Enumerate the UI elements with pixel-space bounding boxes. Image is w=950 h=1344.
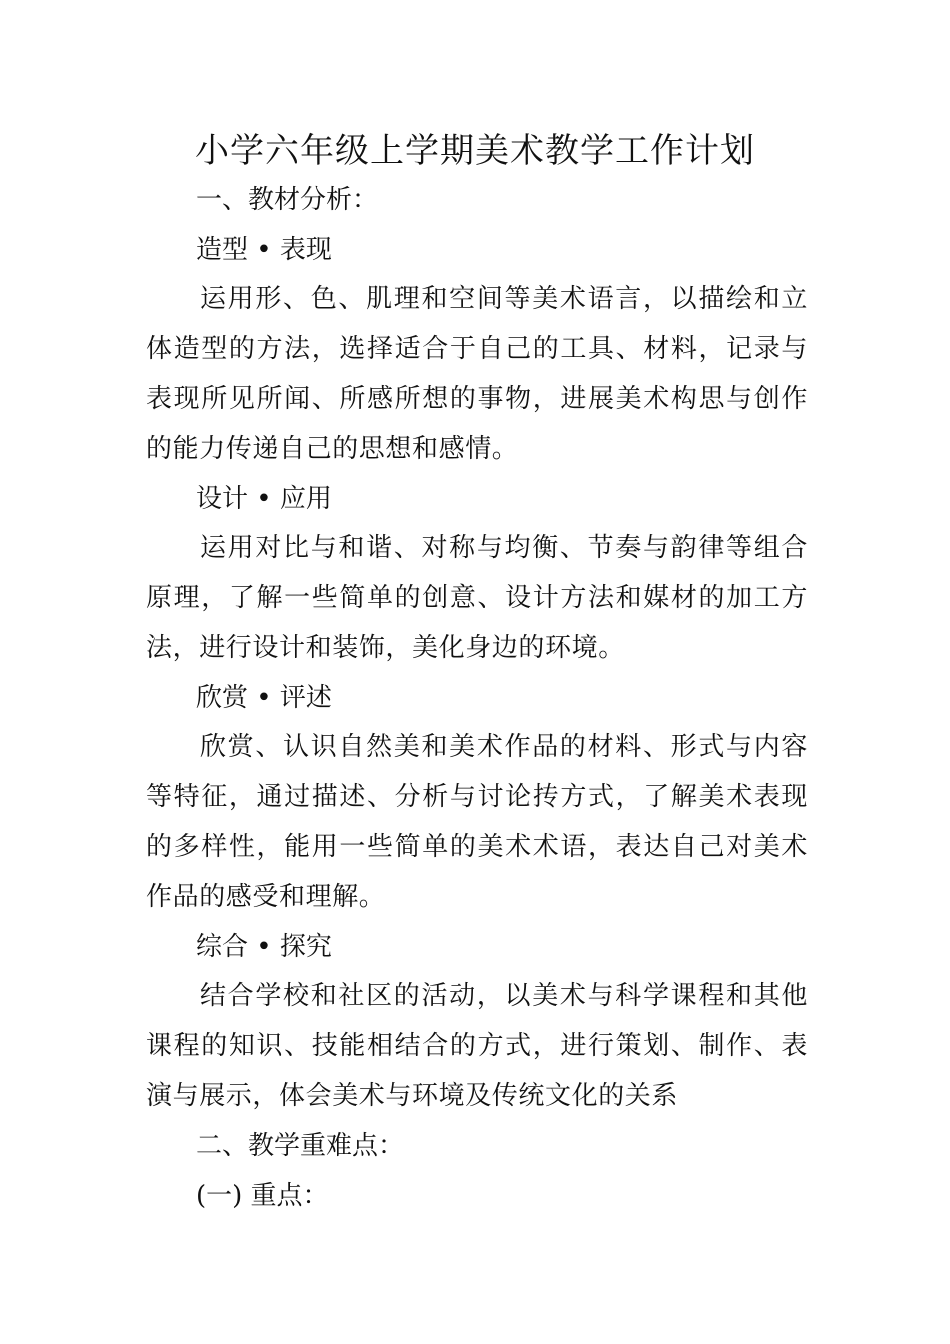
subsection-heading-key-point-one: (一) 重点： bbox=[196, 1181, 329, 1211]
paragraph-appreciation: 欣赏、认识自然美和美术作品的材料、形式与内容等特征，通过描述、分析与讨论抟方式，了解美术表现的多样性，能用一些简单的美术术语，表达自己对美术作品的感受和理解。 bbox=[146, 732, 808, 912]
subsection-heading-appreciation: 欣赏 • 评述 bbox=[196, 683, 332, 713]
paragraph-integration: 结合学校和社区的活动，以美术与科学课程和其他课程的知识、技能相结合的方式，进行策划、制作、表演与展示，体会美术与环境及传统文化的关系 bbox=[146, 981, 808, 1111]
document-title: 小学六年级上学期美术教学工作计划 bbox=[195, 131, 755, 171]
subsection-heading-integration: 综合 • 探究 bbox=[196, 932, 332, 962]
subsection-heading-design: 设计 • 应用 bbox=[196, 484, 332, 514]
section-heading-materials-analysis: 一、教材分析： bbox=[196, 185, 379, 215]
paragraph-modeling: 运用形、色、肌理和空间等美术语言，以描绘和立体造型的方法，选择适合于自己的工具、材料，记录与表现所见所闻、所感所想的事物，进展美术构思与创作的能力传递自己的思想和感情。 bbox=[146, 284, 808, 464]
subsection-heading-modeling: 造型 • 表现 bbox=[196, 235, 332, 265]
section-heading-key-points: 二、教学重难点： bbox=[196, 1131, 405, 1161]
paragraph-design: 运用对比与和谐、对称与均衡、节奏与韵律等组合原理，了解一些简单的创意、设计方法和媒材的加工方法，进行设计和装饰，美化身边的环境。 bbox=[146, 533, 808, 663]
